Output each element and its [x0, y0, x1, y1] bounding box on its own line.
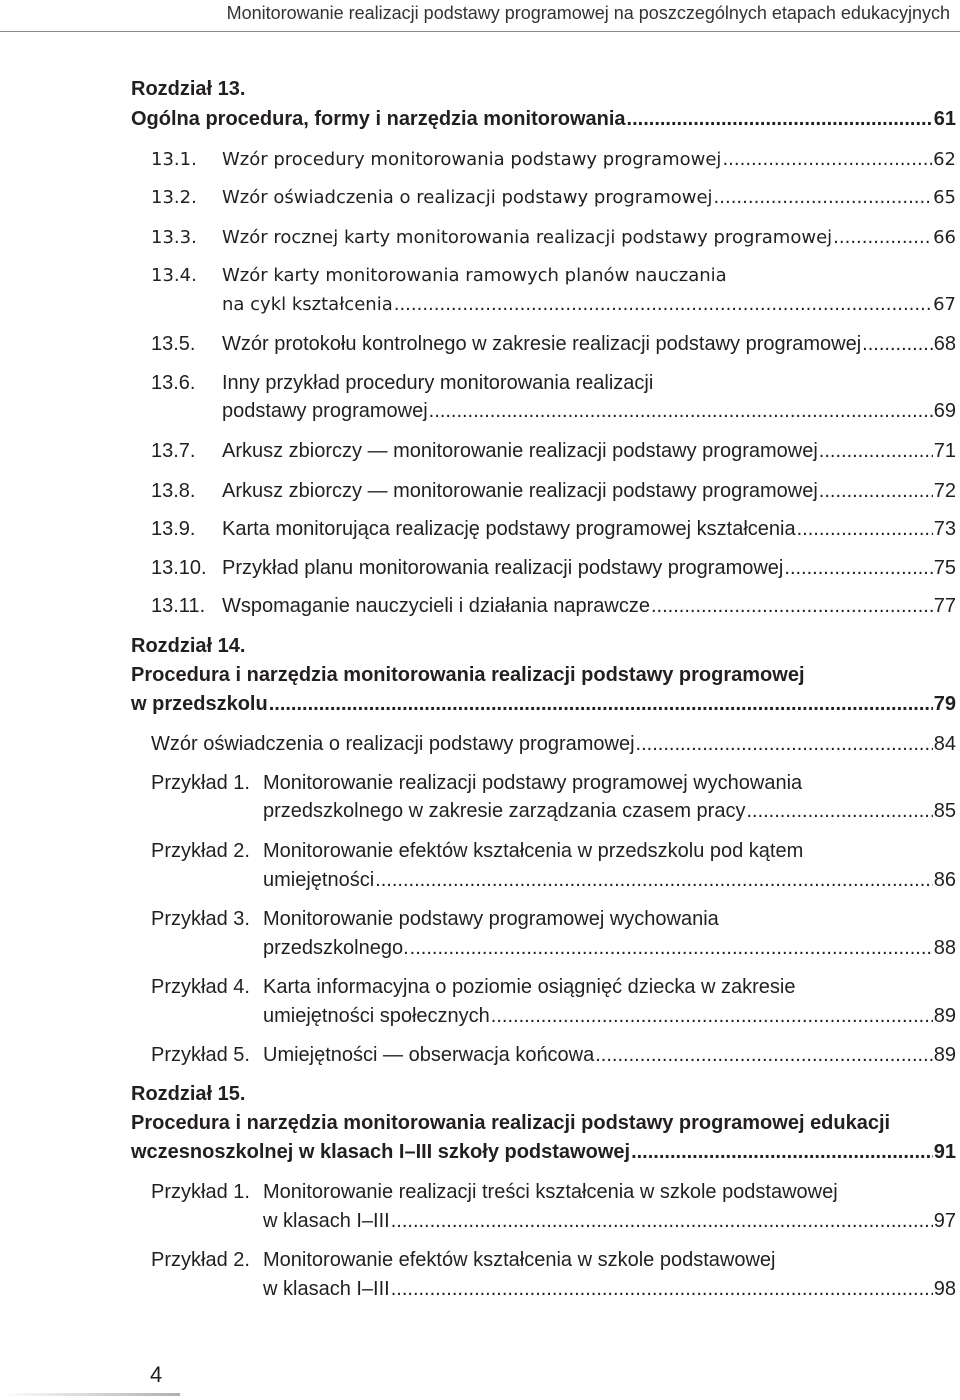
- toc-entry-ch13[interactable]: [131, 105, 956, 133]
- toc-entry-13-5[interactable]: [222, 330, 956, 358]
- entry-title: Wspomaganie nauczycieli i działania naprawcze: [222, 595, 650, 617]
- toc-entry-13-8[interactable]: [222, 477, 956, 505]
- entry-title: w klasach I–III: [263, 1278, 390, 1300]
- example-number: Przykład 3.: [151, 908, 250, 930]
- chapter-15-label: Rozdział 15.: [131, 1083, 246, 1105]
- toc-entry-13-6[interactable]: [222, 397, 956, 425]
- page-ref: 75: [933, 557, 956, 579]
- entry-title-line1: Inny przykład procedury monitorowania realizacji: [222, 372, 654, 394]
- entry-number: 13.10.: [151, 557, 207, 579]
- page-ref: 66: [933, 227, 956, 248]
- chapter-14-title: w przedszkolu: [131, 693, 268, 715]
- entry-title: Wzór rocznej karty monitorowania realizacji podstawy programowej: [222, 227, 833, 248]
- entry-number: 13.7.: [151, 440, 196, 462]
- example-number: Przykład 1.: [151, 772, 250, 794]
- page-ref: 79: [933, 693, 956, 715]
- entry-title: Przykład planu monitorowania realizacji podstawy programowej: [222, 557, 784, 579]
- entry-title: przedszkolnego w zakresie zarządzania czasem pracy: [263, 800, 746, 822]
- running-header: Monitorowanie realizacji podstawy programowej na poszczególnych etapach edukacyjnych: [0, 0, 960, 32]
- entry-title: Umiejętności — obserwacja końcowa: [263, 1044, 595, 1066]
- entry-title: Wzór oświadczenia o realizacji podstawy programowej: [151, 733, 635, 755]
- entry-title: Arkusz zbiorczy — monitorowanie realizacji podstawy programowej: [222, 440, 818, 462]
- entry-title-line1: Wzór karty monitorowania ramowych planów nauczania: [222, 265, 727, 286]
- entry-title-line1: Monitorowanie podstawy programowej wychowania: [263, 908, 719, 930]
- entry-title: podstawy programowej: [222, 400, 428, 422]
- entry-number: 13.2.: [151, 187, 197, 208]
- toc-entry-ch15-ex1[interactable]: [263, 1207, 956, 1235]
- page-ref: 73: [933, 518, 956, 540]
- example-number: Przykład 4.: [151, 976, 250, 998]
- entry-number: 13.8.: [151, 480, 196, 502]
- entry-title: przedszkolnego.: [263, 937, 409, 959]
- chapter-13-title: Ogólna procedura, formy i narzędzia monitorowania: [131, 108, 626, 130]
- entry-number: 13.1.: [151, 149, 197, 170]
- toc-entry-ch14-ex2[interactable]: [263, 866, 956, 894]
- toc-entry-13-11[interactable]: [222, 592, 956, 620]
- chapter-15-title-line1: Procedura i narzędzia monitorowania realizacji podstawy programowej edukacji: [131, 1112, 891, 1134]
- entry-title-line1: Monitorowanie efektów kształcenia w szkole podstawowej: [263, 1249, 776, 1271]
- entry-number: 13.5.: [151, 333, 196, 355]
- page-ref: 77: [933, 595, 956, 617]
- entry-number: 13.4.: [151, 265, 197, 286]
- entry-title: Wzór protokołu kontrolnego w zakresie realizacji podstawy programowej: [222, 333, 862, 355]
- page-ref: 71: [933, 440, 956, 462]
- entry-title: na cykl kształcenia: [222, 294, 393, 315]
- entry-title-line1: Karta informacyjna o poziomie osiągnięć dziecka w zakresie: [263, 976, 796, 998]
- page-ref: 65: [933, 187, 956, 208]
- example-number: Przykład 5.: [151, 1044, 250, 1066]
- page-ref: 89: [933, 1044, 956, 1066]
- page-ref: 61: [933, 108, 956, 130]
- page-ref: 86: [933, 869, 956, 891]
- entry-number: 13.6.: [151, 372, 196, 394]
- entry-number: 13.9.: [151, 518, 196, 540]
- toc-entry-13-7[interactable]: [222, 437, 956, 465]
- example-number: Przykład 2.: [151, 840, 250, 862]
- entry-title: umiejętności społecznych: [263, 1005, 490, 1027]
- page-ref: 91: [933, 1141, 956, 1163]
- page-ref: 67: [933, 294, 956, 315]
- toc-entry-ch15[interactable]: [131, 1138, 956, 1166]
- toc-entry-ch14[interactable]: [131, 690, 956, 718]
- page-ref: 97: [933, 1210, 956, 1232]
- chapter-14-label: Rozdział 14.: [131, 635, 246, 657]
- page-ref: 89: [933, 1005, 956, 1027]
- toc-entry-ch14-ex1[interactable]: [263, 797, 956, 825]
- entry-title-line1: Monitorowanie realizacji podstawy programowej wychowania: [263, 772, 803, 794]
- example-number: Przykład 2.: [151, 1249, 250, 1271]
- page-ref: 84: [933, 733, 956, 755]
- footer-rule: [0, 1393, 180, 1396]
- page-number: 4: [150, 1362, 163, 1387]
- entry-title-line1: Monitorowanie realizacji treści kształcenia w szkole podstawowej: [263, 1181, 838, 1203]
- chapter-13-label: Rozdział 13.: [131, 78, 246, 100]
- toc-entry-13-3[interactable]: [222, 224, 956, 252]
- page-ref: 98: [933, 1278, 956, 1300]
- entry-title: Arkusz zbiorczy — monitorowanie realizacji podstawy programowej: [222, 480, 818, 502]
- entry-title: w klasach I–III: [263, 1210, 390, 1232]
- page-ref: 68: [933, 333, 956, 355]
- chapter-15-title: wczesnoszkolnej w klasach I–III szkoły podstawowej: [131, 1141, 631, 1163]
- page-ref: 62: [933, 149, 956, 170]
- entry-title: umiejętności: [263, 869, 375, 891]
- page-ref: 85: [933, 800, 956, 822]
- page-ref: 69: [933, 400, 956, 422]
- toc-entry-ch14-ex5[interactable]: [263, 1041, 956, 1069]
- entry-title: Karta monitorująca realizację podstawy programowej kształcenia: [222, 518, 796, 540]
- toc-entry-ch14-statement[interactable]: [151, 730, 956, 758]
- toc-entry-13-1[interactable]: [222, 146, 956, 174]
- toc-entry-13-10[interactable]: [222, 554, 956, 582]
- entry-number: 13.3.: [151, 227, 197, 248]
- toc-entry-13-9[interactable]: [222, 515, 956, 543]
- entry-title-line1: Monitorowanie efektów kształcenia w przedszkolu pod kątem: [263, 840, 804, 862]
- chapter-14-title-line1: Procedura i narzędzia monitorowania realizacji podstawy programowej: [131, 664, 805, 686]
- toc-entry-ch14-ex3[interactable]: [263, 934, 956, 962]
- entry-title: Wzór procedury monitorowania podstawy programowej: [222, 149, 722, 170]
- toc-entry-ch15-ex2[interactable]: [263, 1275, 956, 1303]
- toc-entry-13-2[interactable]: [222, 184, 956, 212]
- toc-entry-13-4[interactable]: [222, 291, 956, 319]
- toc-entry-ch14-ex4[interactable]: [263, 1002, 956, 1030]
- example-number: Przykład 1.: [151, 1181, 250, 1203]
- page-ref: 72: [933, 480, 956, 502]
- entry-number: 13.11.: [151, 595, 206, 617]
- entry-title: Wzór oświadczenia o realizacji podstawy programowej: [222, 187, 713, 208]
- page-ref: 88: [933, 937, 956, 959]
